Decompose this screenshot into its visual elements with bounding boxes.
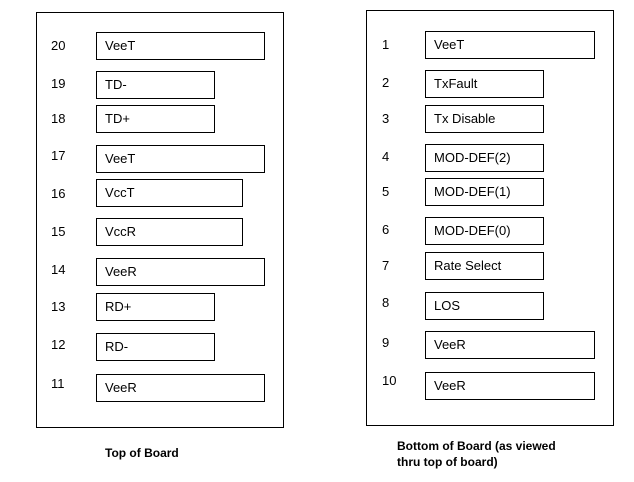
pin-signal-box: VccT bbox=[96, 179, 243, 207]
pin-number: 20 bbox=[51, 38, 66, 53]
pin-row-6 bbox=[367, 217, 613, 247]
pin-number: 4 bbox=[382, 149, 390, 164]
pin-signal-box: VeeR bbox=[425, 331, 595, 359]
pin-signal-box: MOD-DEF(0) bbox=[425, 217, 544, 245]
pin-row-10 bbox=[367, 372, 613, 402]
bottom-of-board-panel bbox=[366, 10, 614, 426]
pin-number: 12 bbox=[51, 337, 66, 352]
pin-row-17 bbox=[37, 145, 283, 175]
pin-row-11 bbox=[37, 374, 283, 404]
pin-signal-box: VeeT bbox=[96, 32, 265, 60]
pin-signal-box: LOS bbox=[425, 292, 544, 320]
pin-number: 3 bbox=[382, 111, 390, 126]
pin-signal-box: TD+ bbox=[96, 105, 215, 133]
pin-number: 18 bbox=[51, 111, 66, 126]
pin-signal-box: TxFault bbox=[425, 70, 544, 98]
pin-row-5 bbox=[367, 178, 613, 208]
pin-signal-box: Rate Select bbox=[425, 252, 544, 280]
pin-number: 14 bbox=[51, 262, 66, 277]
pin-number: 17 bbox=[51, 148, 66, 163]
pin-row-18 bbox=[37, 105, 283, 135]
pin-row-20 bbox=[37, 32, 283, 62]
pin-row-19 bbox=[37, 71, 283, 101]
pin-number: 1 bbox=[382, 37, 390, 52]
pin-signal-box: TD- bbox=[96, 71, 215, 99]
pin-signal-box: VeeT bbox=[425, 31, 595, 59]
pin-number: 5 bbox=[382, 184, 390, 199]
pin-row-3 bbox=[367, 105, 613, 135]
pin-number: 10 bbox=[382, 373, 397, 388]
pin-row-14 bbox=[37, 258, 283, 288]
pin-number: 19 bbox=[51, 76, 66, 91]
top-of-board-caption: Top of Board bbox=[105, 446, 179, 460]
pin-number: 13 bbox=[51, 299, 66, 314]
pin-signal-box: VeeR bbox=[425, 372, 595, 400]
pin-signal-box: MOD-DEF(1) bbox=[425, 178, 544, 206]
pin-number: 11 bbox=[51, 376, 65, 391]
pin-number: 7 bbox=[382, 258, 390, 273]
pin-signal-box: VeeR bbox=[96, 258, 265, 286]
pin-number: 8 bbox=[382, 295, 390, 310]
pin-row-13 bbox=[37, 293, 283, 323]
pin-number: 9 bbox=[382, 335, 390, 350]
pin-row-8 bbox=[367, 292, 613, 322]
pin-number: 15 bbox=[51, 224, 66, 239]
pin-row-9 bbox=[367, 331, 613, 361]
pin-number: 6 bbox=[382, 222, 390, 237]
top-of-board-panel bbox=[36, 12, 284, 428]
pin-signal-box: RD+ bbox=[96, 293, 215, 321]
pin-number: 2 bbox=[382, 75, 390, 90]
pin-row-7 bbox=[367, 252, 613, 282]
pin-row-15 bbox=[37, 218, 283, 248]
pin-signal-box: VccR bbox=[96, 218, 243, 246]
bottom-of-board-caption-line1: Bottom of Board (as viewed bbox=[397, 439, 556, 453]
pin-signal-box: Tx Disable bbox=[425, 105, 544, 133]
pin-signal-box: VeeR bbox=[96, 374, 265, 402]
pin-number: 16 bbox=[51, 186, 66, 201]
pin-row-16 bbox=[37, 179, 283, 209]
pin-signal-box: MOD-DEF(2) bbox=[425, 144, 544, 172]
pin-row-2 bbox=[367, 70, 613, 100]
pin-signal-box: RD- bbox=[96, 333, 215, 361]
pin-row-4 bbox=[367, 144, 613, 174]
pin-row-1 bbox=[367, 31, 613, 61]
bottom-of-board-caption-line2: thru top of board) bbox=[397, 455, 498, 469]
pin-signal-box: VeeT bbox=[96, 145, 265, 173]
pin-row-12 bbox=[37, 333, 283, 363]
